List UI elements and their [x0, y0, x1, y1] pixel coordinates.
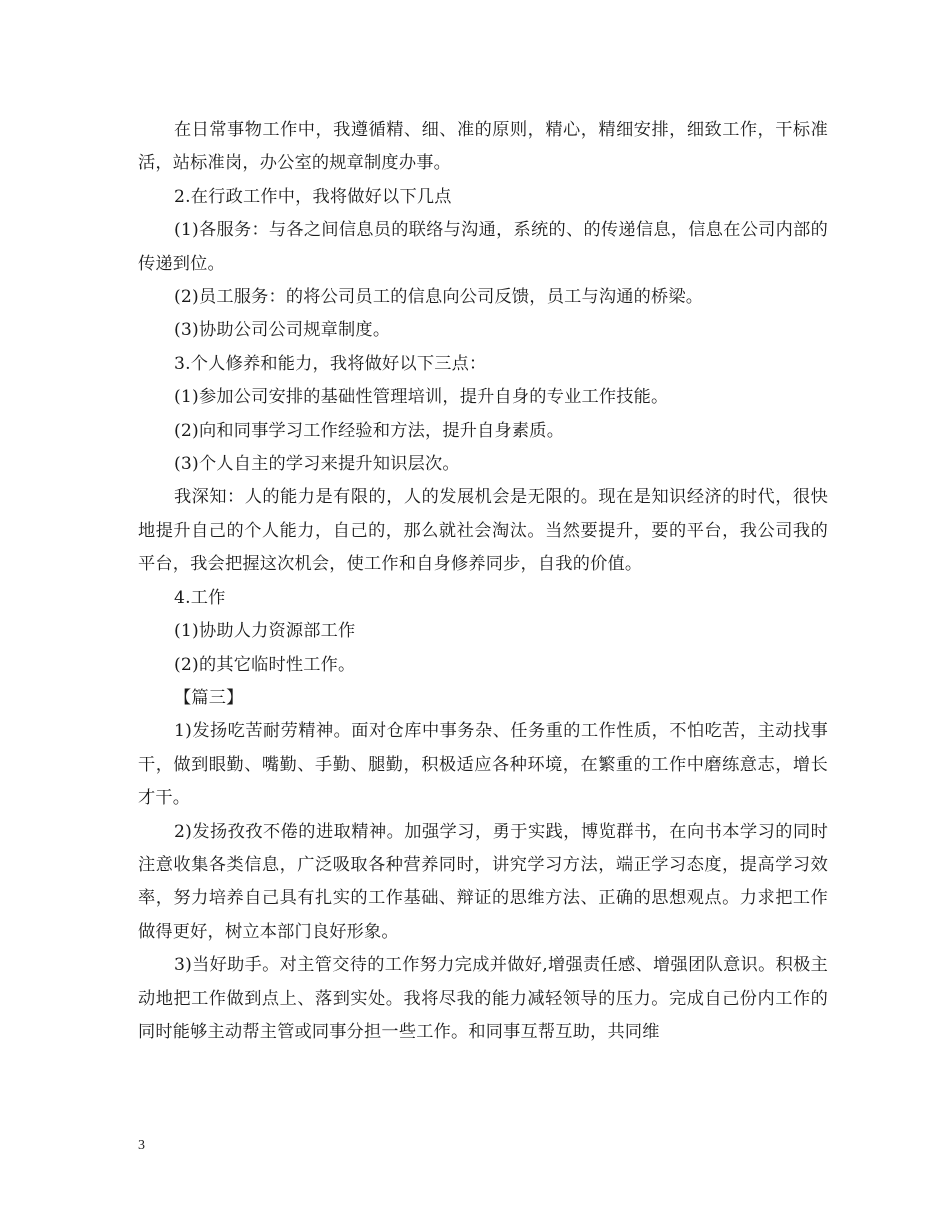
paragraph-admin-item-3: (3)协助公司公司规章制度。 [174, 320, 391, 341]
paragraph-admin-item-2: (2)员工服务：的将公司员工的信息向公司反馈，员工与沟通的桥梁。 [174, 287, 704, 308]
paragraph-personal-heading: 3.个人修养和能力，我将做好以下三点： [174, 353, 487, 374]
paragraph-personal-item-1: (1)参加公司安排的基础性管理培训，提升自身的专业工作技能。 [174, 387, 669, 408]
paragraph-assistant: 3)当好助手。对主管交待的工作努力完成并做好,增强责任感、增强团队意识。积极主动地把工作做到点上、落到实处。我将尽我的能力减轻领导的压力。完成自己份内工作的同时能够主动帮主管或同事分担一些工作。和同事互帮互助，共同维 [138, 955, 828, 1042]
paragraph-admin-item-1: (1)各服务：与各之间信息员的联络与沟通，系统的、的传递信息，信息在公司内部的传递到位。 [138, 220, 828, 274]
paragraph-knowledge: 我深知：人的能力是有限的，人的发展机会是无限的。现在是知识经济的时代，很快地提升自己的个人能力，自己的，那么就社会淘汰。当然要提升，要的平台，我公司我的平台，我会把握这次机会，使工作和自身修养同步，自我的价值。 [138, 487, 828, 575]
section-heading-part-three: 【篇三】 [174, 687, 244, 708]
paragraph-personal-item-2: (2)向和同事学习工作经验和方法，提升自身素质。 [174, 420, 565, 441]
paragraph-progressive: 2)发扬孜孜不倦的进取精神。加强学习，勇于实践，博览群书，在向书本学习的同时注意收集各类信息，广泛吸取各种营养同时，讲究学习方法，端正学习态度，提高学习效率，努力培养自己具有扎实的工作基础、辩证的思维方法、正确的思想观点。力求把工作做得更好，树立本部门良好形象。 [138, 821, 828, 942]
paragraph-work-heading: 4.工作 [174, 587, 226, 608]
page-number: 3 [138, 1138, 145, 1153]
paragraph-work-item-1: (1)协助人力资源部工作 [174, 621, 356, 642]
paragraph-work-item-2: (2)的其它临时性工作。 [174, 654, 356, 675]
paragraph-daily-work: 在日常事物工作中，我遵循精、细、准的原则，精心，精细安排，细致工作，干标准活，站标准岗，办公室的规章制度办事。 [138, 120, 828, 174]
paragraph-hardworking: 1)发扬吃苦耐劳精神。面对仓库中事务杂、任务重的工作性质，不怕吃苦，主动找事干，做到眼勤、嘴勤、手勤、腿勤，积极适应各种环境，在繁重的工作中磨练意志，增长才干。 [138, 721, 828, 809]
paragraph-personal-item-3: (3)个人自主的学习来提升知识层次。 [174, 454, 460, 475]
document-body [138, 114, 828, 1049]
paragraph-admin-heading: 2.在行政工作中，我将做好以下几点 [174, 186, 452, 207]
